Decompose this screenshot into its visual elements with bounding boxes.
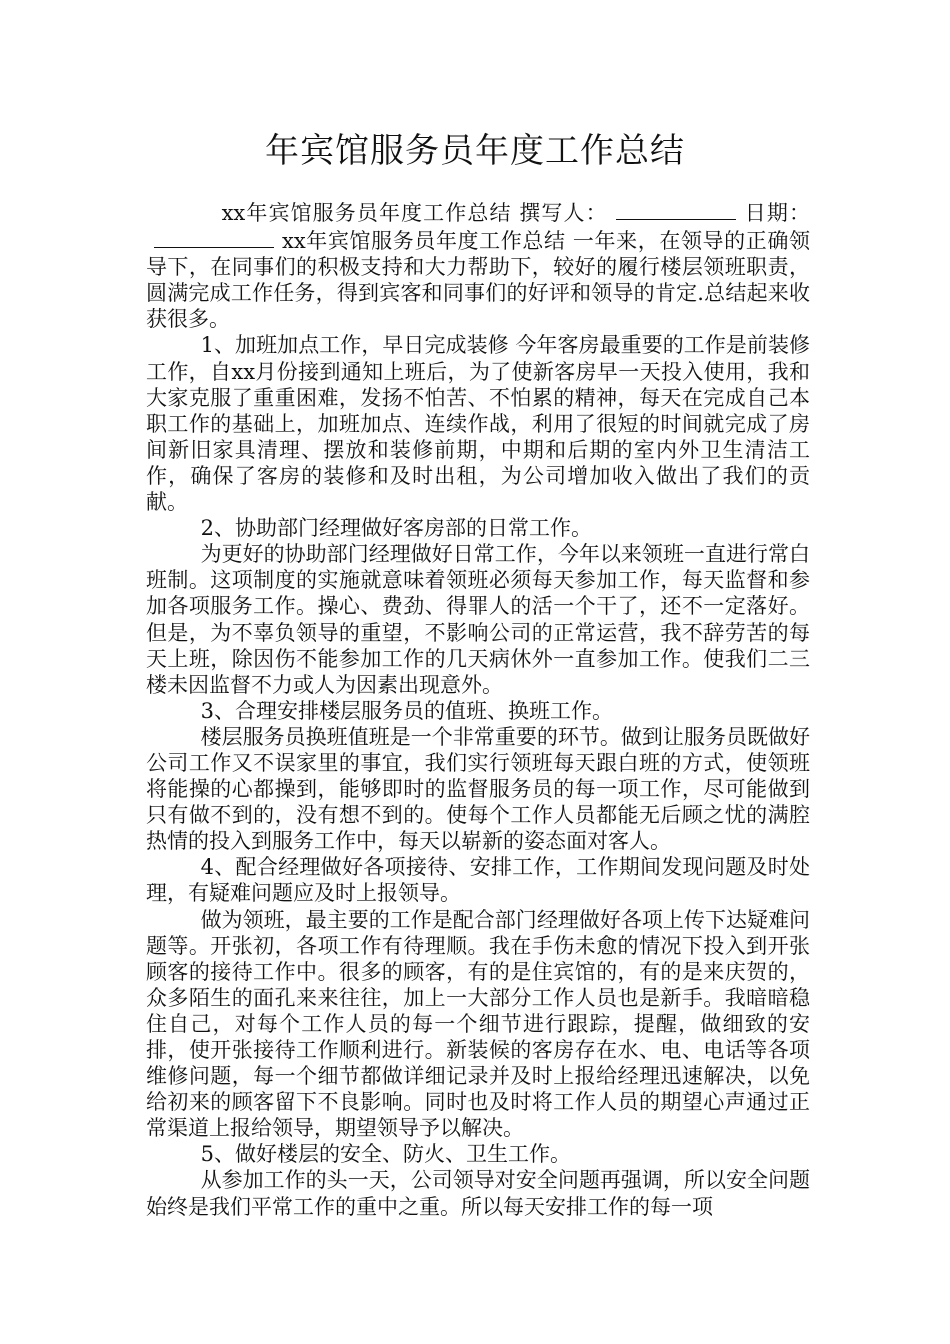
date-blank	[154, 226, 274, 248]
header-text-part2: 日期：	[743, 201, 810, 225]
section-2-heading: 2、协助部门经理做好客房部的日常工作。	[200, 516, 592, 541]
section-5-heading: 5、做好楼层的安全、防火、卫生工作。	[200, 1142, 571, 1167]
section-3-paragraph: 楼层服务员换班值班是一个非常重要的环节。做到让服务员既做好公司工作又不误家里的事宜，我们实行领班每天跟白班的方式，使领班将能操的心都操到，能够即时的监督服务员的每一项工作，尽可能做到只有做不到的，没有想不到的。使每个工作人员都能无后顾之忧的满腔热情的投入到服务工作中，每天以崭新的姿态面对客人。	[146, 724, 810, 854]
header-text-part3: xx年宾馆服务员年度工作总结 一年来，在领导的正确领导下，在同事们的积极支持和大力帮助下，较好的履行楼层领班职责，圆满完成工作任务，得到宾客和同事们的好评和领导的肯定.总结起来收获很多。	[146, 229, 810, 332]
document-title: 年宾馆服务员年度工作总结	[265, 131, 685, 171]
document-body	[146, 198, 810, 1220]
section-4-heading: 4、配合经理做好各项接待、安排工作，工作期间发现问题及时处理，有疑难问题应及时上报领导。	[146, 855, 810, 906]
section-5-paragraph: 从参加工作的头一天，公司领导对安全问题再强调，所以安全问题始终是我们平常工作的重中之重。所以每天安排工作的每一项	[146, 1168, 810, 1219]
section-4-paragraph: 做为领班，最主要的工作是配合部门经理做好各项上传下达疑难问题等。开张初，各项工作有待理顺。我在手伤未愈的情况下投入到开张顾客的接待工作中。很多的顾客，有的是住宾馆的，有的是来庆贺的，众多陌生的面孔来来往往，加上一大部分工作人员也是新手。我暗暗稳住自己，对每个工作人员的每一个细节进行跟踪，提醒，做细致的安排，使开张接待工作顺利进行。新装候的客房存在水、电、电话等各项维修问题，每一个细节都做详细记录并及时上报给经理迅速解决，以免给初来的顾客留下不良影响。同时也及时将工作人员的期望心声通过正常渠道上报给领导，期望领导予以解决。	[146, 907, 810, 1141]
section-1-paragraph: 1、加班加点工作，早日完成装修 今年客房最重要的工作是前装修工作，自xx月份接到通知上班后，为了使新客房早一天投入使用，我和大家克服了重重困难，发扬不怕苦、不怕累的精神，每天在完成自己本职工作的基础上，加班加点、连续作战，利用了很短的时间就完成了房间新旧家具清理、摆放和装修前期，中期和后期的室内外卫生清洁工作，确保了客房的装修和及时出租，为公司增加收入做出了我们的贡献。	[146, 333, 810, 515]
section-3-heading: 3、合理安排楼层服务员的值班、换班工作。	[200, 698, 613, 723]
header-text-part1: xx年宾馆服务员年度工作总结 撰写人：	[221, 201, 608, 225]
section-2-paragraph: 为更好的协助部门经理做好日常工作，今年以来领班一直进行常白班制。这项制度的实施就意味着领班必须每天参加工作，每天监督和参加各项服务工作。操心、费劲、得罪人的活一个干了，还不一定落好。但是，为不辜负领导的重望，不影响公司的正常运营，我不辞劳苦的每天上班，除因伤不能参加工作的几天病休外一直参加工作。使我们二三楼未因监督不力或人为因素出现意外。	[146, 542, 810, 697]
author-blank	[616, 198, 736, 220]
header-paragraph	[146, 198, 810, 332]
